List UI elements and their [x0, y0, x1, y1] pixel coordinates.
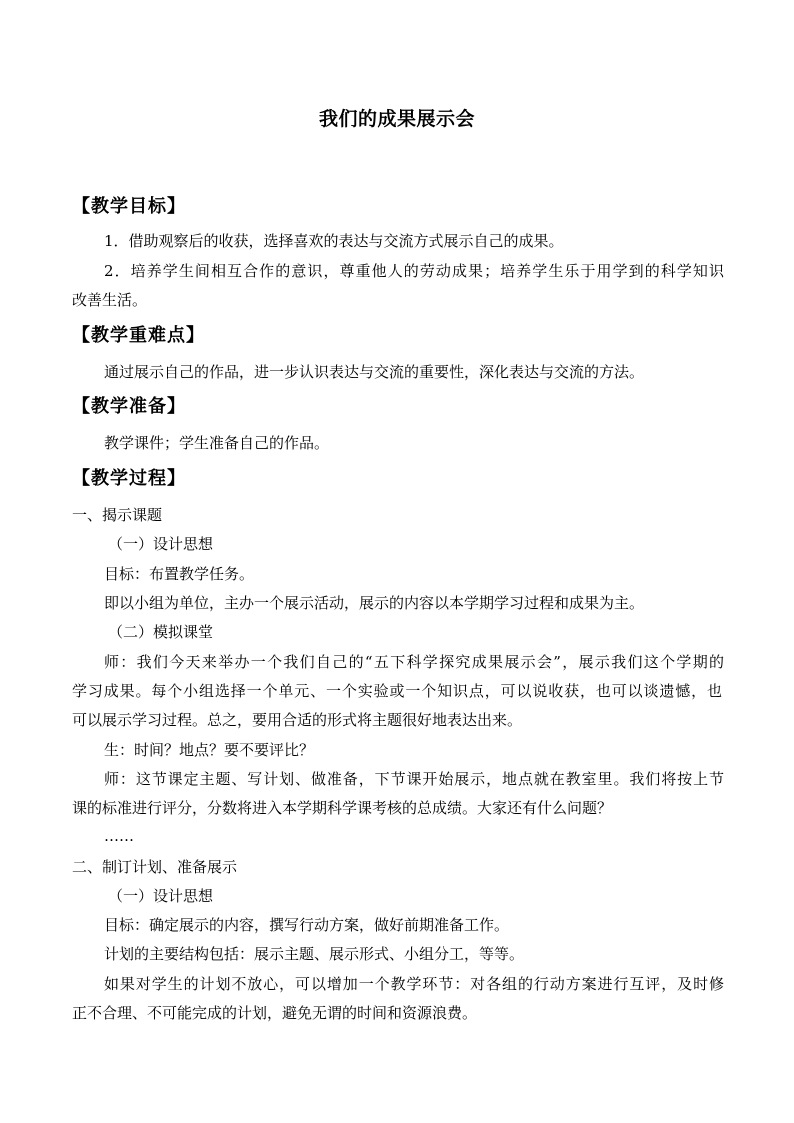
- preparation-heading: 【教学准备】: [72, 396, 186, 417]
- part1-heading: 一、揭示课题: [72, 506, 163, 524]
- part2-structure: 计划的主要结构包括：展示主题、展示形式、小组分工，等等。: [104, 945, 525, 963]
- part1-goal: 目标：布置教学任务。: [104, 565, 255, 583]
- part2-extra-line1: 如果对学生的计划不放心，可以增加一个教学环节：对各组的行动方案进行互评，及时修: [104, 975, 724, 993]
- goal-2-line2: 改善生活。: [72, 291, 148, 309]
- key-points-heading: 【教学重难点】: [72, 325, 205, 346]
- part2-heading: 二、制订计划、准备展示: [72, 858, 238, 876]
- page-title: 我们的成果展示会: [318, 108, 475, 130]
- teacher2-line2: 课的标准进行评分，分数将进入本学期科学课考核的总成绩。大家还有什么问题？: [72, 799, 613, 817]
- teacher2-line1: 师：这节课定主题、写计划、做准备，下节课开始展示，地点就在教室里。我们将按上节: [104, 770, 724, 788]
- ellipsis: ……: [104, 827, 134, 845]
- goals-heading: 【教学目标】: [72, 196, 186, 217]
- part2-sub1: （一）设计思想: [108, 887, 214, 905]
- preparation-text: 教学课件；学生准备自己的作品。: [104, 434, 330, 452]
- teacher1-line1: 师：我们今天来举办一个我们自己的“五下科学探究成果展示会”，展示我们这个学期的: [104, 653, 724, 671]
- goal-1: 1．借助观察后的收获，选择喜欢的表达与交流方式展示自己的成果。: [104, 232, 564, 250]
- goal-2-line1: 2．培养学生间相互合作的意识，尊重他人的劳动成果；培养学生乐于用学到的科学知识: [104, 262, 724, 280]
- part1-desc: 即以小组为单位，主办一个展示活动，展示的内容以本学期学习过程和成果为主。: [104, 594, 645, 612]
- part2-extra-line2: 正不合理、不可能完成的计划，避免无谓的时间和资源浪费。: [72, 1004, 478, 1022]
- key-points-text: 通过展示自己的作品，进一步认识表达与交流的重要性，深化表达与交流的方法。: [104, 363, 645, 381]
- part2-goal: 目标：确定展示的内容，撰写行动方案，做好前期准备工作。: [104, 916, 510, 934]
- teacher1-line3: 可以展示学习过程。总之，要用合适的形式将主题很好地表达出来。: [72, 711, 523, 729]
- part1-sub2: （二）模拟课堂: [108, 623, 214, 641]
- process-heading: 【教学过程】: [72, 468, 186, 489]
- part1-sub1: （一）设计思想: [108, 535, 214, 553]
- teacher1-line2: 学习成果。每个小组选择一个单元、一个实验或一个知识点，可以说收获，也可以谈遗憾，也: [72, 682, 722, 700]
- student-line: 生：时间？地点？要不要评比？: [104, 741, 315, 759]
